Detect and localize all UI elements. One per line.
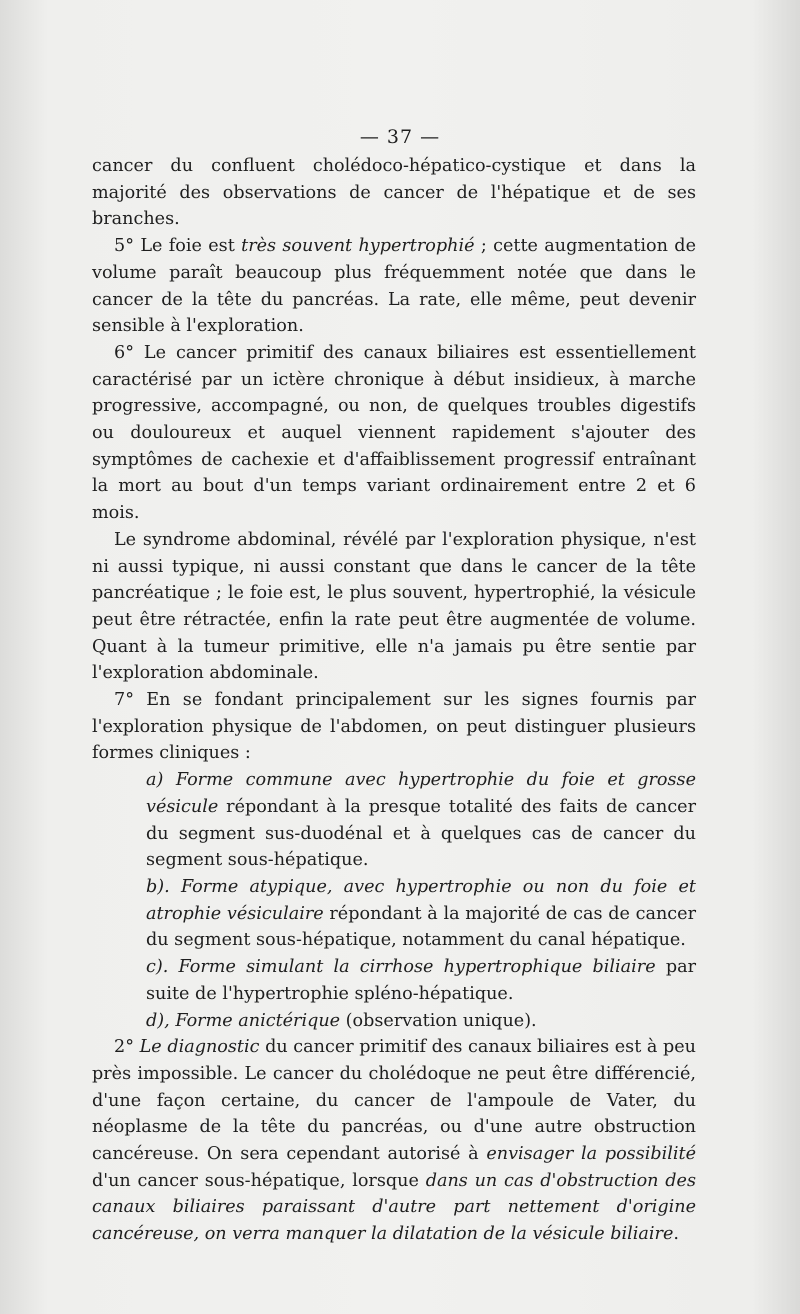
paragraph-diagnostic-emphasis-3: dans un cas d'obstruction des canaux biliaires paraissant d'autre part nettement d'origine cancéreuse, on verra manquer la dilatation de la vésicule biliaire	[92, 1170, 696, 1245]
list-item-c-rest: par suite de l'hypertrophie spléno-hépatique.	[146, 957, 696, 1004]
list-item-b-rest: répondant à la majorité de cas de cancer du segment sous-hépatique, notamment du canal hépatique.	[146, 903, 696, 951]
paragraph-diagnostic-emphasis-1: Le diagnostic	[139, 1037, 260, 1058]
list-item-a-label: a)	[146, 770, 164, 791]
paragraph-5-rest: ; cette augmentation de volume paraît beaucoup plus fréquemment notée que dans le cancer de la tête du pancréas. La rate, elle même, peut devenir sensible à l'exploration.	[92, 236, 696, 337]
paragraph-continuation: cancer du confluent cholédoco-hépatico-cystique et dans la majorité des observations de cancer de l'hépatique et de ses branches.	[92, 156, 696, 230]
paragraph-diagnostic-end: .	[673, 1224, 679, 1245]
paragraph-6: 6° Le cancer primitif des canaux biliaires est essentiellement caractérisé par un ictère chronique à début insidieux, à marche progressive, accompagné, ou non, de quelques troubles digestifs ou douloureux et auquel viennent rapidement s'ajouter des symptômes de cachexie et d'affaiblissement progressif entraînant la mort au bout d'un temps variant ordinairement entre 2 et 6 mois.	[92, 342, 696, 524]
paragraph-7: 7° En se fondant principalement sur les signes fournis par l'exploration physique de l'abdomen, on peut distinguer plusieurs formes cliniques :	[92, 690, 696, 764]
list-item-a	[146, 767, 696, 874]
list-item-b-emphasis: Forme atypique, avec hypertrophie ou non du foie et atrophie vésiculaire	[146, 876, 696, 924]
paragraph-syndrome: Le syndrome abdominal, révélé par l'exploration physique, n'est ni aussi typique, ni aussi constant que dans le cancer de la tête pancréatique ; le foie est, le plus souvent, hypertrophié, la vésicule peut être rétractée, enfin la rate peut être augmentée de volume. Quant à la tumeur primitive, elle n'a jamais pu être sentie par l'exploration abdominale.	[92, 529, 696, 684]
paragraph-5	[92, 233, 696, 340]
list-item-b-label: b).	[146, 876, 170, 897]
list-item-a-rest: répondant à la presque totalité des faits de cancer du segment sus-duodénal et à quelques cas de cancer du segment sous-hépatique.	[146, 796, 696, 871]
page-body	[92, 153, 696, 1248]
paragraph-diagnostic-lead: 2°	[114, 1037, 140, 1058]
list-item-d-rest: (observation unique).	[340, 1010, 537, 1031]
list-item-c	[146, 954, 696, 1007]
list-item-d-emphasis: Forme anictérique	[175, 1010, 341, 1031]
list-item-b	[146, 874, 696, 954]
list-item-c-label: c).	[146, 957, 169, 978]
list-item-d-label: d),	[146, 1010, 170, 1031]
paragraph-5-lead: 5° Le foie est	[114, 236, 242, 257]
paragraph-diagnostic-emphasis-2: envisager la possibilité	[486, 1144, 696, 1165]
list-item-d	[146, 1008, 696, 1035]
paragraph-diagnostic-text-2: d'un cancer sous-hépatique, lorsque	[92, 1170, 426, 1191]
page-number: — 37 —	[359, 126, 441, 148]
paragraph-diagnostic	[92, 1034, 696, 1248]
paragraph-5-emphasis: très souvent hypertrophié	[241, 236, 475, 257]
list-item-c-emphasis: Forme simulant la cirrhose hypertrophique biliaire	[178, 957, 656, 978]
paragraph-diagnostic-text-1: du cancer primitif des canaux biliaires est à peu près impossible. Le cancer du cholédoque ne peut être différencié, d'une façon certaine, du cancer de l'ampoule de Vater, du néoplasme de la tête du pancréas, ou d'une autre obstruction cancéreuse. On sera cependant autorisé à	[92, 1037, 696, 1165]
list-item-a-emphasis: Forme commune avec hypertrophie du foie et grosse vésicule	[146, 770, 696, 817]
